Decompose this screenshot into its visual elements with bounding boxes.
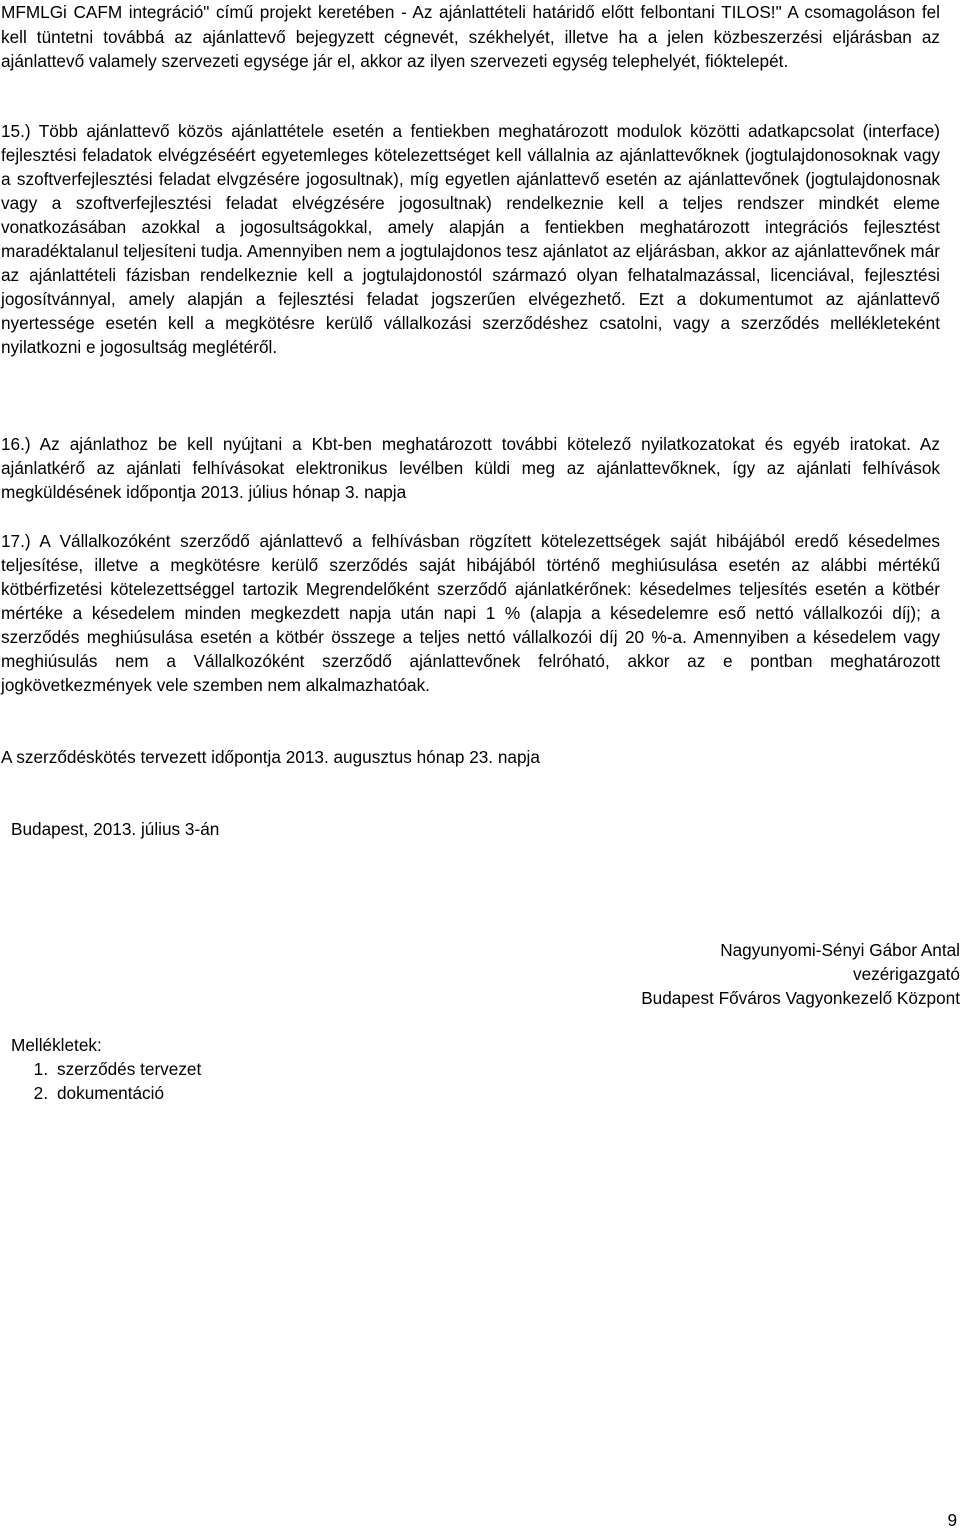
attachments-section: [11, 1033, 201, 1105]
paragraph-packaging-requirements: MFMLGi CAFM integráció" című projekt keretében - Az ajánlattételi határidő előtt felbontani TILOS!" A csomagoláson fel kell tüntetni továbbá az ajánlattevő bejegyzett cégnevét, székhelyét, illetve ha a jelen közbeszerzési eljárásban az ajánlattevő valamely szervezeti egysége jár el, akkor az ilyen szervezeti egység telephelyét, fióktelepét.: [1, 2, 940, 71]
list-item: [11, 1081, 201, 1105]
attachments-list: [11, 1057, 201, 1105]
signatory-name: Nagyunyomi-Sényi Gábor Antal: [720, 940, 960, 960]
attachments-heading: Mellékletek:: [11, 1035, 102, 1055]
contract-date-line: A szerződéskötés tervezett időpontja 2013. augusztus hónap 23. napja: [1, 747, 540, 767]
list-item-label: szerződés tervezet: [57, 1059, 202, 1079]
list-item-number: 1.: [33, 1059, 48, 1079]
paragraph-15-joint-bid: 15.) Több ajánlattevő közös ajánlattétele esetén a fentiekben meghatározott modulok közötti adatkapcsolat (interface) fejlesztési feladatok elvégzéséért egyetemleges kötelezettséget kell vállalnia az ajánlattevőknek (jogtulajdonosoknak vagy a szoftverfejlesztési feladat elvgzésére jogosultnak), míg egyetlen ajánlattevő esetén az ajánlattevőnek (jogtulajdonosnak vagy a szoftverfejlesztési feladat elvégzésére jogosultnak) rendelkeznie kell a teljes rendszer mindkét eleme vonatkozásában azokkal a jogosultságokkal, amely alapján a fentiekben meghatározott integrációs fejlesztést maradéktalanul teljesíteni tudja. Amennyiben nem a jogtulajdonos tesz ajánlatot az eljárásban, akkor az ajánlattevőnek már az ajánlattételi fázisban rendelkeznie kell a jogtulajdonostól származó olyan felhatalmazással, licenciával, fejlesztési jogosítvánnyal, amely alapján a fejlesztési feladat jogszerűen elvégezhető. Ezt a dokumentumot az ajánlattevő nyertessége esetén kell a megkötésre kerülő vállalkozási szerződéshez csatolni, vagy a szerződés mellékleteként nyilatkozni e jogosultság meglétéről.: [1, 121, 940, 357]
page-number: 9: [947, 1510, 957, 1530]
list-item-number: 2.: [33, 1083, 48, 1103]
paragraph-17-penalty: 17.) A Vállalkozóként szerződő ajánlattevő a felhívásban rögzített kötelezettségek saját hibájából eredő késedelmes teljesítése, illetve a megkötésre kerülő szerződés saját hibájából történő meghiúsulása esetén az alábbi mértékű kötbérfizetési kötelezettséggel tartozik Megrendelőként szerződő ajánlatkérőnek: késedelmes teljesítés esetén a kötbér mértéke a késedelem minden megkezdett napja után napi 1 % (alapja a késedelemre eső nettó vállalkozói díj); a szerződés meghiúsulása esetén a kötbér összege a teljes nettó vállalkozói díj 20 %-a. Amennyiben a késedelem vagy meghiúsulás nem a Vállalkozóként szerződő ajánlattevőnek felróható, akkor az e pontban meghatározott jogkövetkezmények vele szemben nem alkalmazhatóak.: [1, 531, 940, 695]
list-item: [11, 1057, 201, 1081]
place-and-date: Budapest, 2013. július 3-án: [11, 819, 220, 839]
paragraph-16-declarations: 16.) Az ajánlathoz be kell nyújtani a Kbt-ben meghatározott további kötelező nyilatkozatokat és egyéb iratokat. Az ajánlatkérő az ajánlati felhívásokat elektronikus levélben küldi meg az ajánlattevőknek, így az ajánlati felhívások megküldésének időpontja 2013. július hónap 3. napja: [1, 434, 940, 502]
signature-block: [641, 938, 960, 1010]
signatory-title: vezérigazgató: [852, 964, 960, 984]
list-item-label: dokumentáció: [57, 1083, 165, 1103]
signatory-organization: Budapest Főváros Vagyonkezelő Központ: [641, 988, 960, 1008]
